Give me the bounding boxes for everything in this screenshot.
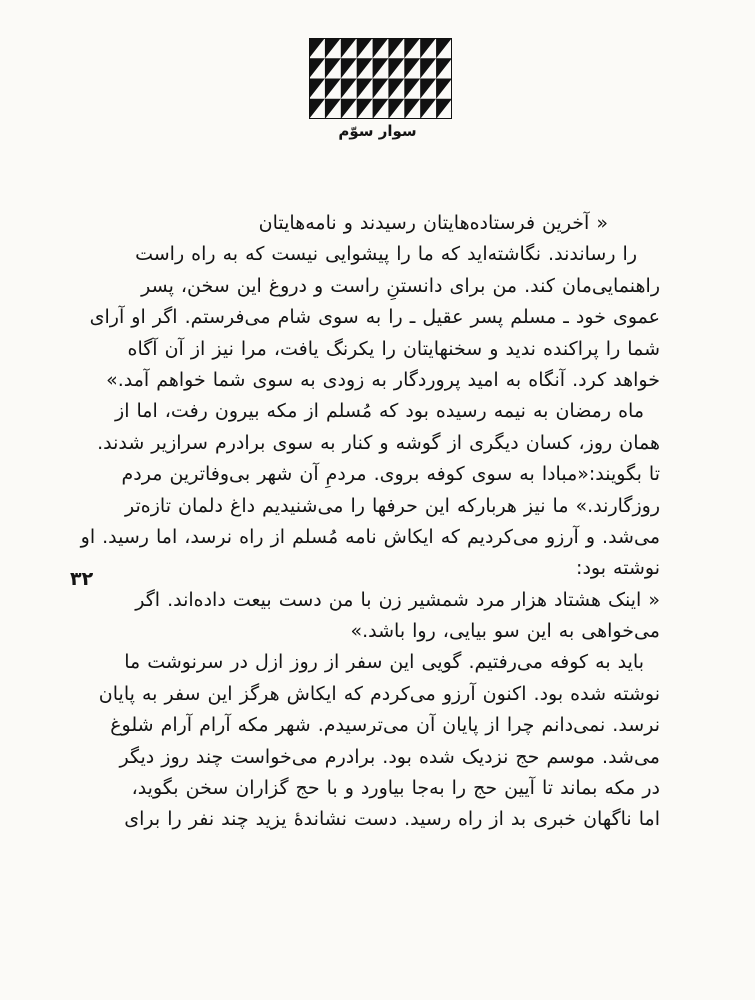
text-line: می‌شد. موسم حج نزدیک شده بود. برادرم می‌خواست چند روز دیگر	[119, 745, 660, 768]
text-line: شما را پراکنده ندید و سخنهایتان را یکرنگ یافت، مرا نیز از آن آگاه	[127, 337, 660, 360]
text-line: می‌خواهی به این سو بیایی، روا باشد.»	[350, 620, 660, 643]
text-line: عموی خود ـ مسلم پسر عقیل ـ را به سوی شام می‌فرستم. اگر او آرای	[89, 306, 660, 329]
chapter-title: سوار سوّم	[338, 122, 417, 140]
text-line: نرسد. نمی‌دانم چرا از پایان آن می‌ترسیدم. شهر مکه آرام آرام شلوغ	[110, 714, 660, 737]
text-line: « آخرین فرستاده‌هایتان رسیدند و نامه‌هایتان	[258, 212, 608, 234]
text-line: در مکه بماند تا آیین حج را به‌جا بیاورد و با حج گزاران سخن بگوید،	[131, 777, 660, 800]
text-line: تا بگویند:«مبادا به سوی کوفه بروی. مردمِ آن شهر بی‌وفاترین مردم	[121, 463, 660, 486]
text-line: می‌شد. و آرزو می‌کردیم که ایکاش نامه مُسلم از راه نرسد، اما رسید. او	[80, 525, 660, 548]
text-line: باید به کوفه می‌رفتیم. گویی این سفر از روز ازل در سرنوشت ما	[124, 651, 644, 674]
text-line: نوشته شده بود. اکنون آرزو می‌کردم که ایکاش هرگز این سفر به پایان	[98, 682, 660, 705]
text-line: روزگارند.» ما نیز هربارکه این حرفها را می‌شنیدیم داغ دلمان تازه‌تر	[125, 494, 660, 517]
triangle-pattern-ornament-icon	[309, 38, 452, 119]
page-number: ۳۲	[70, 568, 94, 590]
text-line: راهنمایی‌مان کند. من برای دانستنِ راست و دروغ این سخن، پسر	[141, 274, 660, 297]
text-line: « اینک هشتاد هزار مرد شمشیر زن با من دست بیعت داده‌اند. اگر	[135, 588, 660, 611]
text-line: را رساندند. نگاشته‌اید که ما را پیشوایی نیست که به راه راست	[135, 243, 637, 266]
text-line: اما ناگهان خبری بد از راه رسید. دست نشاندهٔ یزید چند نفر را برای	[124, 808, 660, 831]
text-line: همان روز، کسان دیگری از گوشه و کنار به سوی برادرم سرازیر شدند.	[97, 431, 660, 454]
text-line: نوشته بود:	[576, 557, 660, 580]
text-line: خواهد کرد. آنگاه به امید پروردگار به زودی به سوی شما خواهم آمد.»	[106, 368, 660, 391]
text-line: ماه رمضان به نیمه رسیده بود که مُسلم از مکه بیرون رفت، اما از	[115, 400, 644, 423]
